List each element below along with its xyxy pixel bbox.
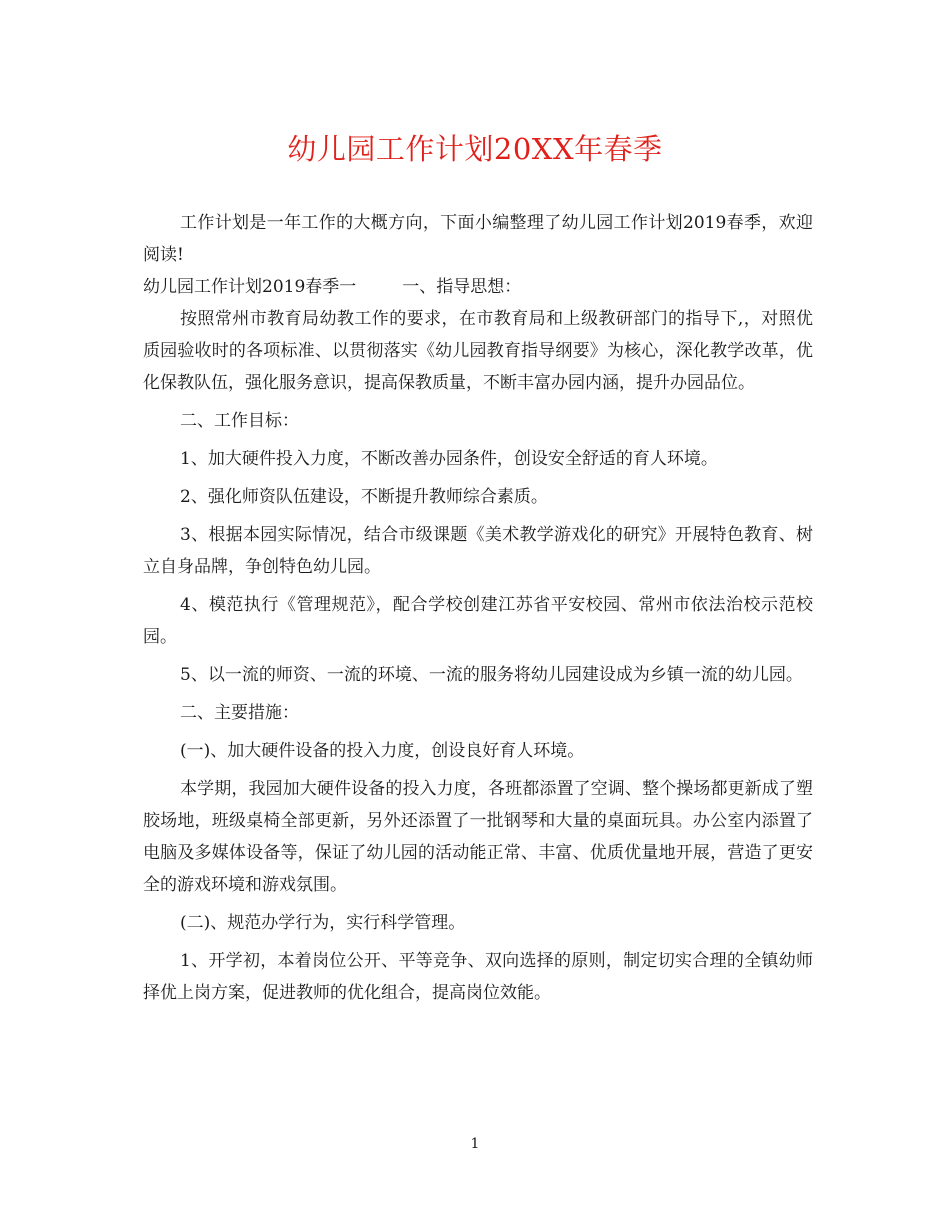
goal-item-5: 5、以一流的师资、一流的环境、一流的服务将幼儿园建设成为乡镇一流的幼儿园。 bbox=[180, 665, 803, 685]
intro-paragraph: 工作计划是一年工作的大概方向，下面小编整理了幼儿园工作计划2019春季，欢迎阅读! bbox=[143, 213, 813, 265]
guiding-thought-paragraph: 按照常州市教育局幼教工作的要求，在市教育局和上级教研部门的指导下,，对照优质园验收时的各项标准、以贯彻落实《幼儿园教育指导纲要》为核心，深化教学改革，优化保教队伍，强化服务意识，提高保教质量，不断丰富办园内涵，提升办园品位。 bbox=[143, 309, 813, 393]
goal-item-2: 2、强化师资队伍建设，不断提升教师综合素质。 bbox=[180, 487, 548, 507]
heading-guiding-thought: 一、指导思想： bbox=[402, 277, 522, 297]
heading-work-goals: 二、工作目标： bbox=[180, 411, 299, 431]
goal-item-3: 3、根据本园实际情况，结合市级课题《美术教学游戏化的研究》开展特色教育、树立自身品牌，争创特色幼儿园。 bbox=[143, 525, 813, 577]
measure-heading-1: (一)、加大硬件设备的投入力度，创设良好育人环境。 bbox=[180, 741, 585, 761]
measure-heading-2: (二)、规范办学行为，实行科学管理。 bbox=[180, 913, 466, 933]
document-body bbox=[143, 207, 813, 1009]
page-number: 1 bbox=[470, 1136, 480, 1152]
measure-paragraph-1: 本学期，我园加大硬件设备的投入力度，各班都添置了空调、整个操场都更新成了塑胶场地，班级桌椅全部更新，另外还添置了一批钢琴和大量的桌面玩具。办公室内添置了电脑及多媒体设备等，保证了幼儿园的活动能正常、丰富、优质优量地开展，营造了更安全的游戏环境和游戏氛围。 bbox=[143, 779, 813, 895]
section-heading-line bbox=[143, 271, 813, 303]
heading-main-measures: 二、主要措施： bbox=[180, 703, 299, 723]
measure-item-1: 1、开学初，本着岗位公开、平等竞争、双向选择的原则，制定切实合理的全镇幼师择优上岗方案，促进教师的优化组合，提高岗位效能。 bbox=[143, 951, 813, 1003]
plan-subtitle: 幼儿园工作计划2019春季一 bbox=[143, 277, 357, 297]
goal-item-1: 1、加大硬件投入力度，不断改善办园条件，创设安全舒适的育人环境。 bbox=[180, 449, 718, 469]
document-title: 幼儿园工作计划20XX年春季 bbox=[287, 132, 663, 166]
goal-item-4: 4、模范执行《管理规范》，配合学校创建江苏省平安校园、常州市依法治校示范校园。 bbox=[143, 595, 813, 647]
